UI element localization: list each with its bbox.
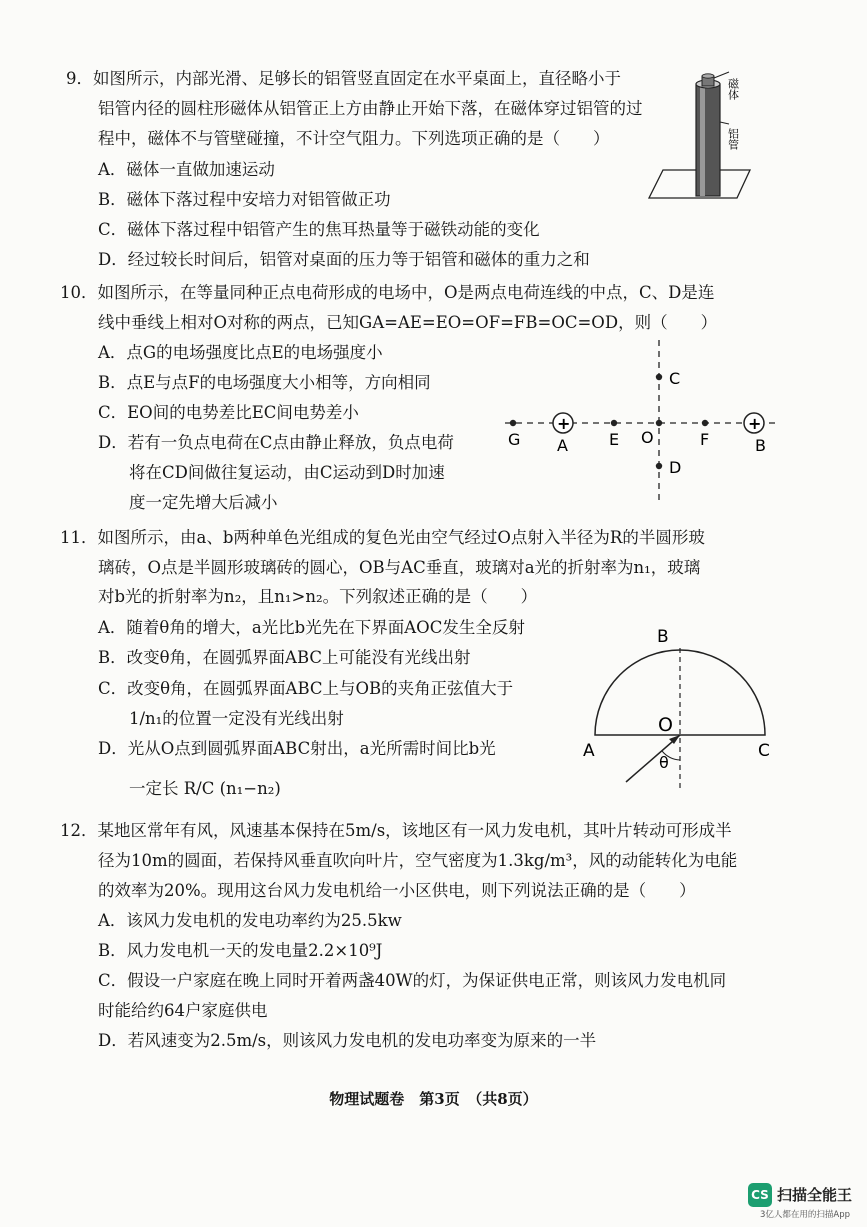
- label-c: C: [758, 741, 770, 761]
- q10-charges-figure: [495, 335, 785, 510]
- q9-option-b: B．磁体下落过程中安培力对铝管做正功: [98, 190, 391, 209]
- q11-option-a: A．随着θ角的增大，a光比b光先在下界面AOC发生全反射: [98, 618, 525, 637]
- q9-tube-highlight: [700, 84, 705, 196]
- label-b: B: [755, 436, 766, 455]
- q12-stem-line-2: 径为10m的圆面，若保持风垂直吹向叶片，空气密度为1.3kg/m³，风的动能转化为电能: [98, 851, 738, 870]
- camscanner-logo-icon: CS: [748, 1183, 772, 1207]
- q12-option-a: A．该风力发电机的发电功率约为25.5kw: [98, 911, 402, 930]
- point-o: [656, 420, 662, 426]
- point-g: [510, 420, 516, 426]
- point-c: [656, 374, 662, 380]
- label-b: B: [657, 627, 669, 647]
- label-c: C: [669, 369, 681, 388]
- q11-option-d-line-1: D．光从O点到圆弧界面ABC射出，a光所需时间比b光: [98, 739, 496, 758]
- label-a: A: [557, 436, 568, 455]
- q12-option-b: B．风力发电机一天的发电量2.2×10⁹J: [98, 941, 383, 960]
- q11-stem-line-1: 11．如图所示，由a、b两种单色光组成的复色光由空气经过O点射入半径为R的半圆形玻: [60, 528, 705, 547]
- q10-stem-line-2: 线中垂线上相对O对称的两点，已知GA=AE=EO=OF=FB=OC=OD，则（ ）: [98, 313, 718, 332]
- charge-b-plus: +: [748, 414, 762, 433]
- q9-stem-line-1: 9．如图所示，内部光滑、足够长的铝管竖直固定在水平桌面上，直径略小于: [66, 69, 621, 88]
- q12-option-d: D．若风速变为2.5m/s，则该风力发电机的发电功率变为原来的一半: [98, 1031, 597, 1050]
- q12-stem-line-1: 12．某地区常年有风，风速基本保持在5m/s，该地区有一风力发电机，其叶片转动可形成半: [60, 821, 732, 840]
- q9-magnet-top: [702, 74, 714, 78]
- q12-stem-line-3: 的效率为20%。现用这台风力发电机给一小区供电，则下列说法正确的是（ ）: [98, 881, 696, 900]
- point-d: [656, 463, 662, 469]
- q9-option-a: A．磁体一直做加速运动: [98, 160, 275, 179]
- q9-stem-line-3: 程中，磁体不与管壁碰撞，不计空气阻力。下列选项正确的是（ ）: [98, 129, 610, 148]
- q10-option-d-line-1: D．若有一负点电荷在C点由静止释放，负点电荷: [98, 433, 454, 452]
- charge-a-plus: +: [557, 414, 571, 433]
- q9-option-c: C．磁体下落过程中铝管产生的焦耳热量等于磁铁动能的变化: [98, 220, 540, 239]
- q9-stem-line-2: 铝管内径的圆柱形磁体从铝管正上方由静止开始下落，在磁体穿过铝管的过: [98, 99, 643, 118]
- label-o: O: [641, 428, 654, 447]
- q9-tube-leader: [720, 122, 729, 124]
- q10-option-d-line-3: 度一定先增大后减小: [129, 493, 278, 512]
- q11-stem-line-2: 璃砖，O点是半圆形玻璃砖的圆心，OB与AC垂直，玻璃对a光的折射率为n₁，玻璃: [98, 558, 701, 577]
- camscanner-name: 扫描全能王: [777, 1186, 853, 1204]
- q9-magnet-label: 磁体: [726, 78, 740, 100]
- q10-option-a: A．点G的电场强度比点E的电场强度小: [98, 343, 383, 362]
- q9-aluminum-tube-figure: [645, 62, 765, 204]
- q10-option-d-line-2: 将在CD间做往复运动，由C运动到D时加速: [129, 463, 445, 482]
- label-theta: θ: [659, 753, 669, 772]
- q10-option-c: C．EO间的电势差比EC间电势差小: [98, 403, 359, 422]
- q12-option-c-line-2: 时能给约64户家庭供电: [98, 1001, 268, 1020]
- label-g: G: [508, 430, 521, 449]
- page-footer: 物理试题卷 第3页 （共8页）: [329, 1090, 538, 1108]
- point-e: [611, 420, 617, 426]
- point-f: [702, 420, 708, 426]
- q11-option-c-line-2: 1/n₁的位置一定没有光线出射: [129, 709, 344, 728]
- label-o: O: [658, 714, 673, 736]
- q10-stem-line-1: 10．如图所示，在等量同种正点电荷形成的电场中，O是两点电荷连线的中点，C、D是连: [60, 283, 715, 302]
- q10-option-b: B．点E与点F的电场强度大小相等，方向相同: [98, 373, 431, 392]
- q9-option-d: D．经过较长时间后，铝管对桌面的压力等于铝管和磁体的重力之和: [98, 250, 590, 269]
- label-f: F: [700, 430, 710, 449]
- q9-tube-label: 铝管: [726, 128, 740, 150]
- q11-option-d-line-2: 一定长 R/C (n₁−n₂): [129, 779, 281, 798]
- camscanner-tagline: 3亿人都在用的扫描App: [760, 1210, 851, 1220]
- q11-semicircle-glass-figure: [578, 620, 778, 792]
- q11-option-c-line-1: C．改变θ角，在圆弧界面ABC上与OB的夹角正弦值大于: [98, 679, 514, 698]
- q9-aluminum-tube: [696, 84, 720, 196]
- label-d: D: [669, 458, 682, 477]
- label-e: E: [609, 430, 620, 449]
- q11-option-b: B．改变θ角，在圆弧界面ABC上可能没有光线出射: [98, 648, 471, 667]
- q11-stem-line-3: 对b光的折射率为n₂，且n₁>n₂。下列叙述正确的是（ ）: [98, 587, 538, 606]
- q12-option-c-line-1: C．假设一户家庭在晚上同时开着两盏40W的灯，为保证供电正常，则该风力发电机同: [98, 971, 727, 990]
- label-a: A: [583, 741, 595, 761]
